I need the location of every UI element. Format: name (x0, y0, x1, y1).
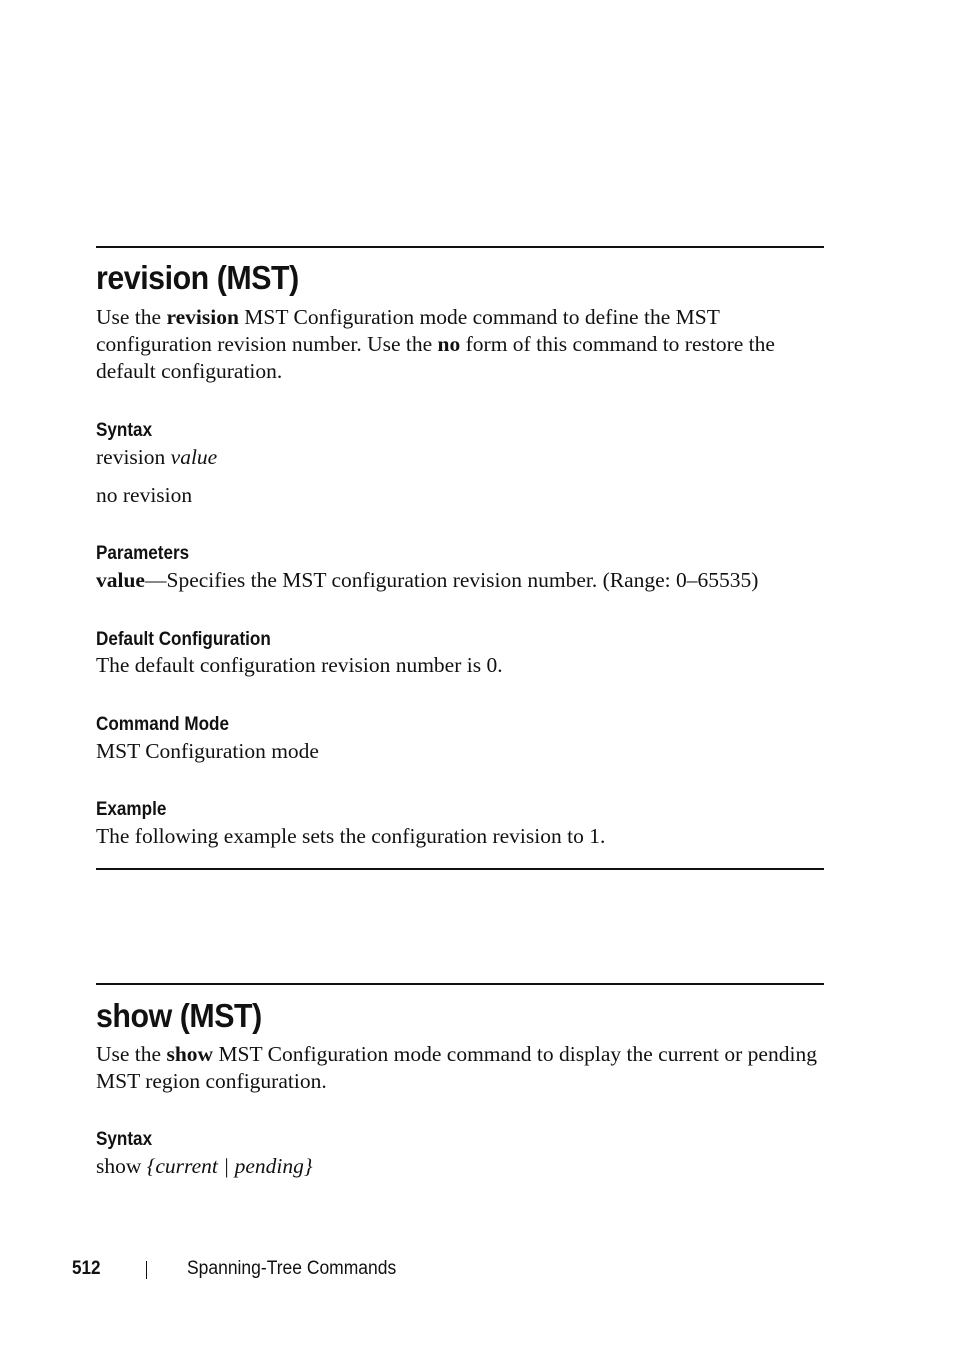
syntax-heading: Syntax (96, 420, 153, 441)
show-description-text-2: MST Configuration mode command to display the current or pending MST region configuration. (96, 1042, 817, 1093)
show-description (96, 1041, 836, 1095)
show-syntax-option-pending: pending (234, 1154, 304, 1178)
syntax-command: revision (96, 445, 166, 469)
show-syntax-line (96, 1153, 312, 1180)
revision-description-text-3: form of this command to restore the default configuration. (96, 332, 775, 383)
section-top-rule (96, 246, 824, 248)
footer-chapter-title: Spanning-Tree Commands (187, 1258, 397, 1279)
default-configuration-text: The default configuration revision number is 0. (96, 653, 503, 677)
show-syntax-separator: | (217, 1154, 235, 1178)
revision-description-no-keyword: no (437, 332, 461, 356)
show-syntax-option-current: current (155, 1154, 218, 1178)
command-mode-heading: Command Mode (96, 714, 230, 735)
show-description-keyword: show (166, 1042, 214, 1066)
show-syntax-heading: Syntax (96, 1129, 153, 1150)
show-syntax-command: show (96, 1154, 142, 1178)
revision-description-text-2: MST Configuration mode command to define the MST configuration revision number. Use the (96, 305, 720, 356)
show-syntax-brace-open: { (146, 1154, 156, 1178)
parameter-value (96, 567, 758, 594)
footer-separator (146, 1261, 147, 1279)
page-number: 512 (72, 1258, 101, 1279)
parameter-description: —Specifies the MST configuration revision number. (Range: 0–65535) (144, 568, 759, 592)
show-syntax-brace-close: } (303, 1154, 313, 1178)
parameter-name: value (96, 568, 145, 592)
show-description-text-1: Use the (96, 1042, 167, 1066)
parameters-heading: Parameters (96, 543, 190, 564)
example-text: The following example sets the configuration revision to 1. (96, 824, 606, 848)
default-configuration-heading: Default Configuration (96, 629, 271, 650)
section-bottom-rule (96, 868, 824, 870)
revision-description-text-1: Use the (96, 305, 167, 329)
syntax-line-no-revision: no revision (96, 483, 193, 507)
section-top-rule-show (96, 983, 824, 985)
syntax-line-revision (96, 444, 217, 471)
command-mode-text: MST Configuration mode (96, 739, 319, 763)
revision-description (96, 304, 836, 385)
syntax-argument: value (170, 445, 218, 469)
section-title-revision: revision (MST) (96, 259, 299, 296)
example-heading: Example (96, 799, 167, 820)
section-title-show: show (MST) (96, 997, 262, 1034)
revision-description-keyword: revision (166, 305, 239, 329)
